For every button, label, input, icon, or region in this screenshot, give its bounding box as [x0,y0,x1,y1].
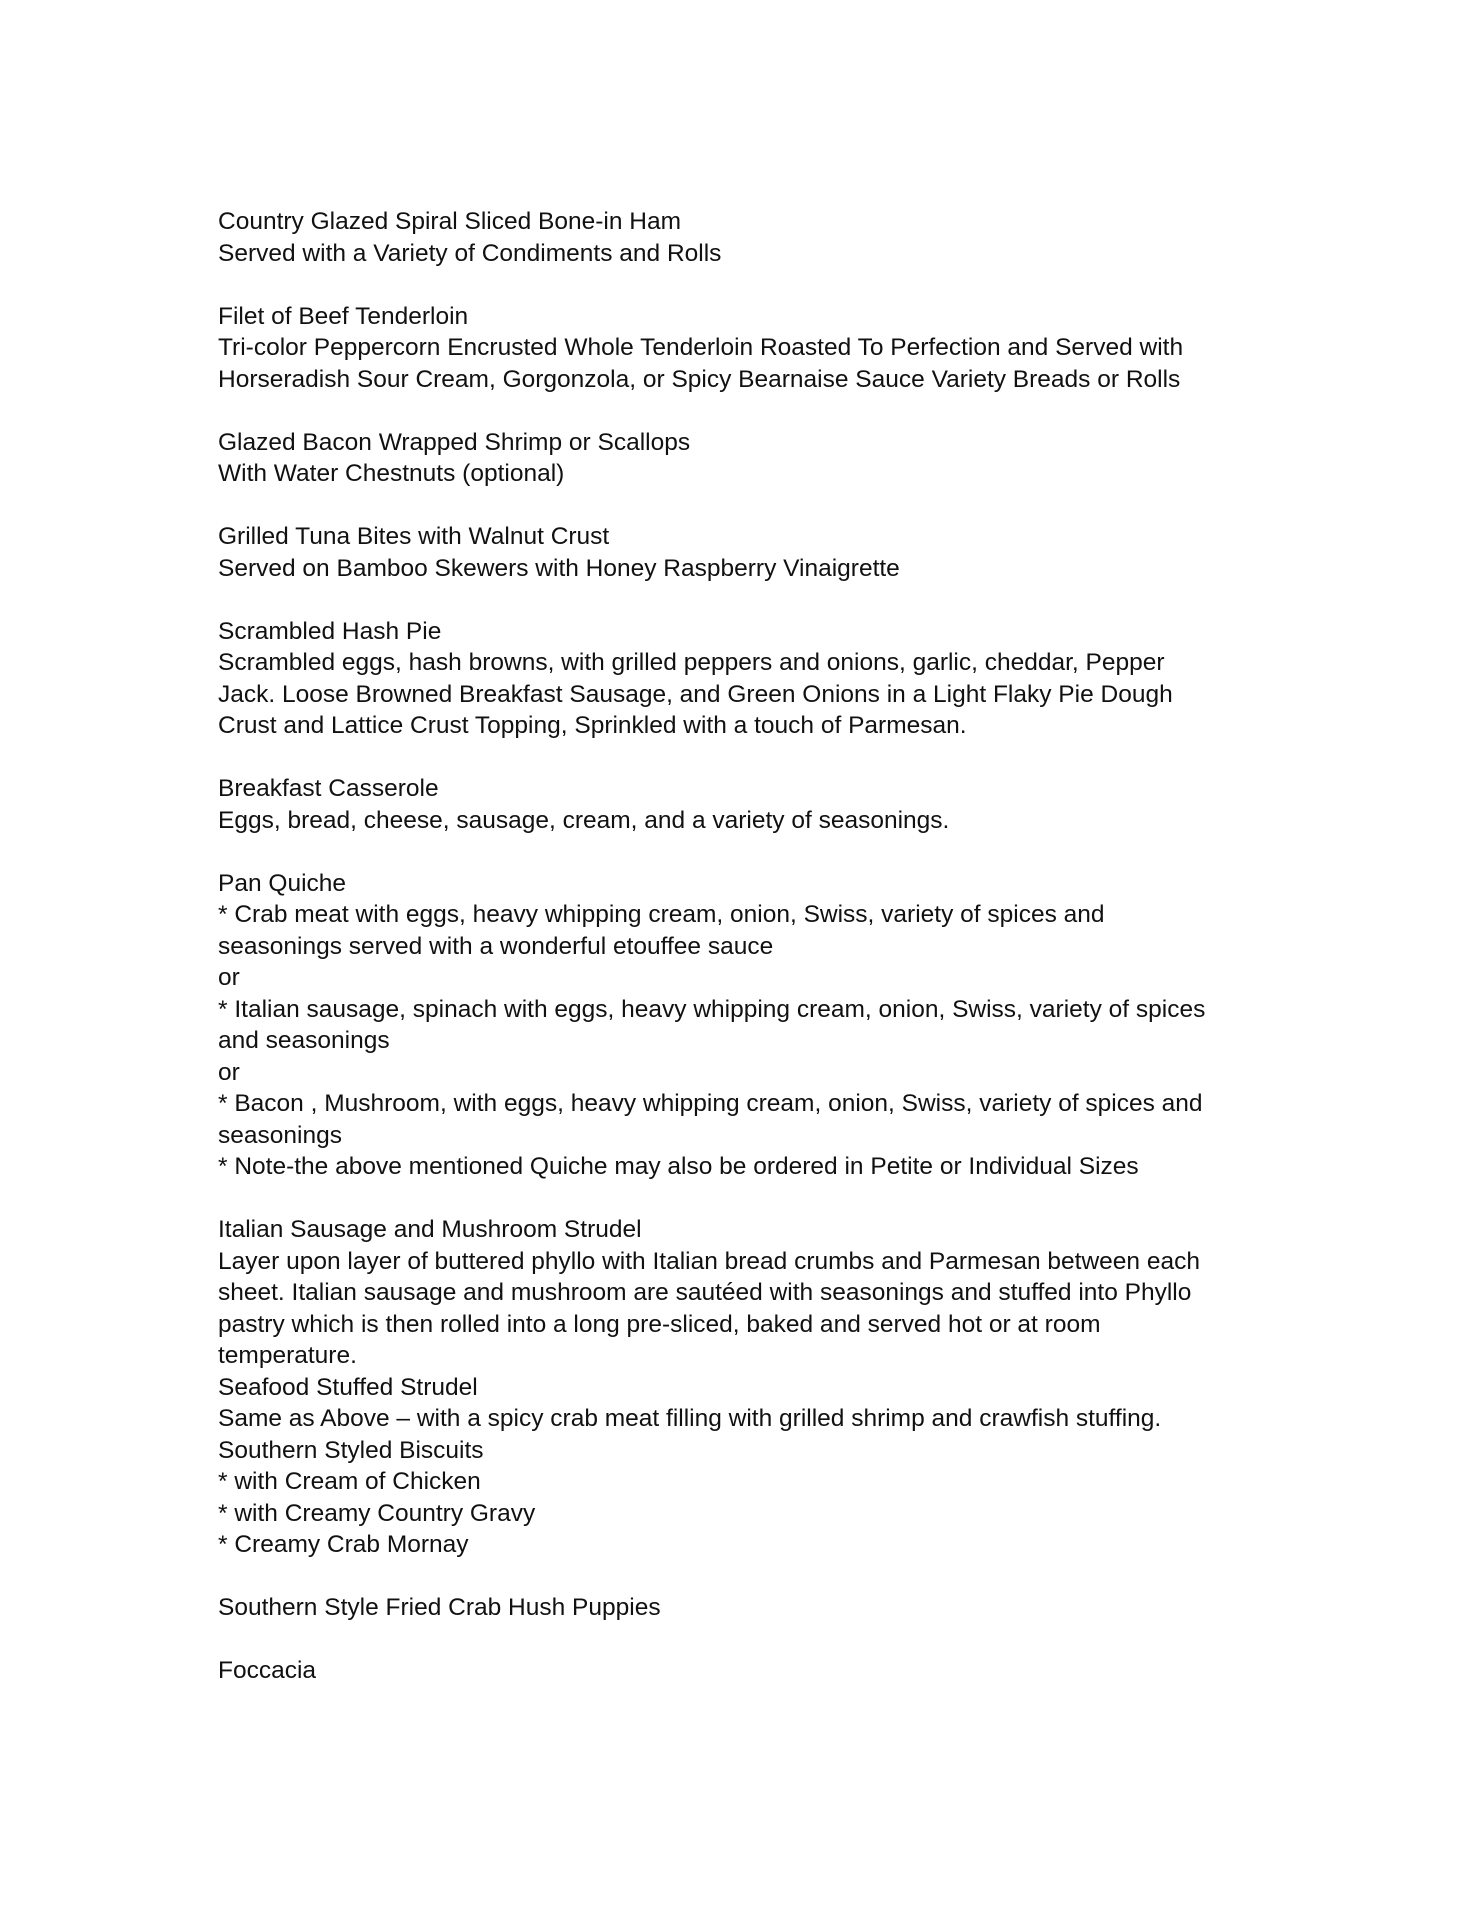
item-option: * with Creamy Country Gravy [218,1499,536,1527]
option-separator: or [218,964,240,991]
item-option: * Bacon , Mushroom, with eggs, heavy whipping cream, onion, Swiss, variety of spices and [218,1090,1203,1117]
item-description: Served on Bamboo Skewers with Honey Raspberry Vinaigrette [218,554,900,582]
menu-item-seafood-strudel [218,1372,1318,1435]
menu-item-ham [218,206,1318,269]
item-title: Glazed Bacon Wrapped Shrimp or Scallops [218,428,691,456]
item-title: Foccacia [218,1657,317,1684]
item-option: seasonings served with a wonderful etouffee sauce [218,932,774,960]
item-option: and seasonings [218,1027,390,1054]
menu-item-beef [218,301,1318,396]
spacer [218,490,1318,522]
item-title: Scrambled Hash Pie [218,617,442,645]
item-description: Same as Above – with a spicy crab meat filling with grilled shrimp and crawfish stuffing. [218,1405,1162,1432]
item-description: Horseradish Sour Cream, Gorgonzola, or Spicy Bearnaise Sauce Variety Breads or Rolls [218,365,1181,393]
item-option: * Italian sausage, spinach with eggs, heavy whipping cream, onion, Swiss, variety of spices [218,995,1206,1023]
item-title: Pan Quiche [218,869,347,897]
item-option: * Crab meat with eggs, heavy whipping cream, onion, Swiss, variety of spices and [218,901,1105,928]
item-option: * Creamy Crab Mornay [218,1531,469,1558]
item-title: Italian Sausage and Mushroom Strudel [218,1216,642,1243]
item-description: Jack. Loose Browned Breakfast Sausage, and Green Onions in a Light Flaky Pie Dough [218,680,1173,708]
menu-item-quiche [218,868,1318,1183]
item-description: Crust and Lattice Crust Topping, Sprinkled with a touch of Parmesan. [218,712,967,739]
item-description: pastry which is then rolled into a long pre-sliced, baked and served hot or at room [218,1310,1101,1338]
menu-item-foccacia [218,1655,1318,1687]
item-description: Tri-color Peppercorn Encrusted Whole Tenderloin Roasted To Perfection and Served with [218,334,1184,361]
item-description: Eggs, bread, cheese, sausage, cream, and a variety of seasonings. [218,806,950,834]
item-title: Southern Style Fried Crab Hush Puppies [218,1594,661,1621]
menu-item-hash-pie [218,616,1318,742]
menu-item-biscuits [218,1435,1318,1561]
item-title: Breakfast Casserole [218,775,439,802]
spacer [218,1561,1318,1593]
menu-item-casserole [218,773,1318,836]
option-separator: or [218,1058,240,1086]
spacer [218,742,1318,774]
menu-item-strudel [218,1214,1318,1372]
item-description: With Water Chestnuts (optional) [218,460,565,487]
item-description: Layer upon layer of buttered phyllo with Italian bread crumbs and Parmesan between each [218,1247,1200,1275]
spacer [218,584,1318,616]
item-description: Served with a Variety of Condiments and Rolls [218,239,722,267]
item-title: Grilled Tuna Bites with Walnut Crust [218,523,610,550]
spacer [218,836,1318,868]
menu-item-tuna [218,521,1318,584]
item-option: seasonings [218,1121,342,1149]
item-note: * Note-the above mentioned Quiche may also be ordered in Petite or Individual Sizes [218,1153,1139,1180]
item-description: sheet. Italian sausage and mushroom are sautéed with seasonings and stuffed into Phyllo [218,1279,1192,1306]
spacer [218,395,1318,427]
spacer [218,1624,1318,1656]
item-description: Scrambled eggs, hash browns, with grilled peppers and onions, garlic, cheddar, Pepper [218,649,1165,676]
menu-item-hush-puppies [218,1592,1318,1624]
menu-document [218,206,1318,1687]
item-option: * with Cream of Chicken [218,1468,481,1495]
menu-item-shrimp [218,427,1318,490]
item-title: Southern Styled Biscuits [218,1436,484,1464]
item-title: Seafood Stuffed Strudel [218,1373,478,1401]
spacer [218,269,1318,301]
spacer [218,1183,1318,1215]
item-title: Filet of Beef Tenderloin [218,302,469,330]
item-title: Country Glazed Spiral Sliced Bone-in Ham [218,208,681,235]
item-description: temperature. [218,1342,357,1369]
